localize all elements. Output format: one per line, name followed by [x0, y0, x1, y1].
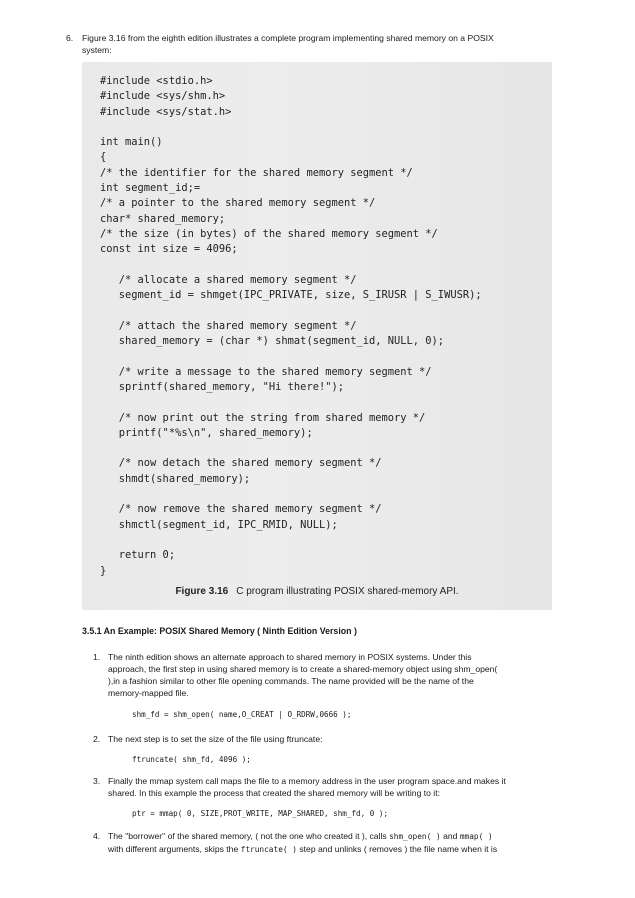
code-line: { [100, 151, 107, 164]
code-line: /* the size (in bytes) of the shared memory segment */ [100, 227, 438, 240]
text-run: and [440, 831, 460, 841]
list-item-2-code: ftruncate( shm_fd, 4096 ); [132, 755, 251, 764]
list-item-1-code: shm_fd = shm_open( name,O_CREAT | O_RDRW,0666 ); [132, 710, 352, 719]
code-line: const int size = 4096; [100, 243, 238, 256]
code-line [100, 258, 482, 273]
code-line: } [100, 564, 107, 577]
item6-line-1: Figure 3.16 from the eighth edition illustrates a complete program implementing shared memory on a POSIX [82, 33, 494, 43]
code-line: /* attach the shared memory segment */ [100, 319, 357, 332]
code-line: sprintf(shared_memory, "Hi there!"); [100, 380, 344, 393]
figure-caption-text: C program illustrating POSIX shared-memory API. [236, 586, 459, 597]
list-item-1-line: The ninth edition shows an alternate approach to shared memory in POSIX systems. Under this [108, 652, 472, 662]
list-item-3-line: shared. In this example the process that created the shared memory will be writing to it: [108, 788, 440, 798]
list-item-1-line: memory-mapped file. [108, 688, 189, 698]
inline-code: mmap( ) [459, 832, 493, 841]
item6-line-2: system: [82, 45, 112, 55]
inline-code: ftruncate( ) [240, 845, 297, 854]
list-number-6: 6. [66, 33, 74, 43]
figure-caption [82, 586, 552, 597]
list-number-2: 2. [93, 734, 101, 744]
text-run: The "borrower" of the shared memory, ( not the one who created it ), calls [108, 831, 390, 841]
section-heading: 3.5.1 An Example: POSIX Shared Memory ( Ninth Edition Version ) [82, 626, 357, 636]
list-item-2-text [108, 733, 563, 745]
list-item-3-code: ptr = mmap( 0, SIZE,PROT_WRITE, MAP_SHARED, shm_fd, 0 ); [132, 809, 389, 818]
code-line [100, 395, 482, 410]
code-line: /* a pointer to the shared memory segment */ [100, 197, 376, 210]
code-line: shmctl(segment_id, IPC_RMID, NULL); [100, 518, 338, 531]
code-line: /* write a message to the shared memory segment */ [100, 365, 432, 378]
list-item-1-line: approach, the first step in using shared memory is to create a shared-memory object using shm_open( [108, 664, 498, 674]
code-line: /* now print out the string from shared memory */ [100, 411, 426, 424]
list-item-4-line-2 [108, 843, 568, 856]
code-line: char* shared_memory; [100, 212, 226, 225]
code-line: #include <stdio.h> [100, 75, 213, 87]
list-item-4-line-1 [108, 830, 568, 843]
code-line: int segment_id;= [100, 182, 201, 195]
item6-text [82, 32, 562, 56]
list-item-3-line: Finally the mmap system call maps the file to a memory address in the user program space.and makes it [108, 776, 506, 786]
list-number-1: 1. [93, 652, 101, 662]
code-line: #include <sys/stat.h> [100, 105, 232, 118]
code-line: printf("*%s\n", shared_memory); [100, 426, 313, 439]
code-line [100, 533, 482, 548]
code-line: return 0; [100, 549, 176, 562]
list-number-4: 4. [93, 831, 101, 841]
code-line: #include <sys/shm.h> [100, 90, 226, 103]
code-line [100, 487, 482, 502]
code-line: int main() [100, 136, 163, 149]
text-run: step and unlinks ( removes ) the file name when it is [296, 844, 498, 854]
figure-code-listing [100, 74, 482, 579]
list-item-3-text [108, 775, 568, 799]
code-line [100, 441, 482, 456]
code-line [100, 349, 482, 364]
code-line [100, 303, 482, 318]
list-item-1-line: ),in a fashion similar to other file opening commands. The name provided will be the name of the [108, 676, 474, 686]
list-item-2-line: The next step is to set the size of the file using ftruncate: [108, 734, 323, 744]
text-run: with different arguments, skips the [108, 844, 241, 854]
code-line: shared_memory = (char *) shmat(segment_id, NULL, 0); [100, 335, 445, 348]
code-line: shmdt(shared_memory); [100, 472, 251, 485]
code-line [100, 120, 482, 135]
code-line: /* allocate a shared memory segment */ [100, 273, 357, 286]
code-line: segment_id = shmget(IPC_PRIVATE, size, S_IRUSR | S_IWUSR); [100, 289, 482, 302]
code-line: /* now remove the shared memory segment */ [100, 503, 382, 516]
code-line: /* the identifier for the shared memory segment */ [100, 166, 413, 179]
inline-code: shm_open( ) [389, 832, 441, 841]
list-item-1-text [108, 651, 563, 699]
figure-label: Figure 3.16 [175, 586, 229, 597]
list-item-4-text [108, 830, 568, 856]
list-number-3: 3. [93, 776, 101, 786]
code-line: /* now detach the shared memory segment */ [100, 457, 382, 470]
